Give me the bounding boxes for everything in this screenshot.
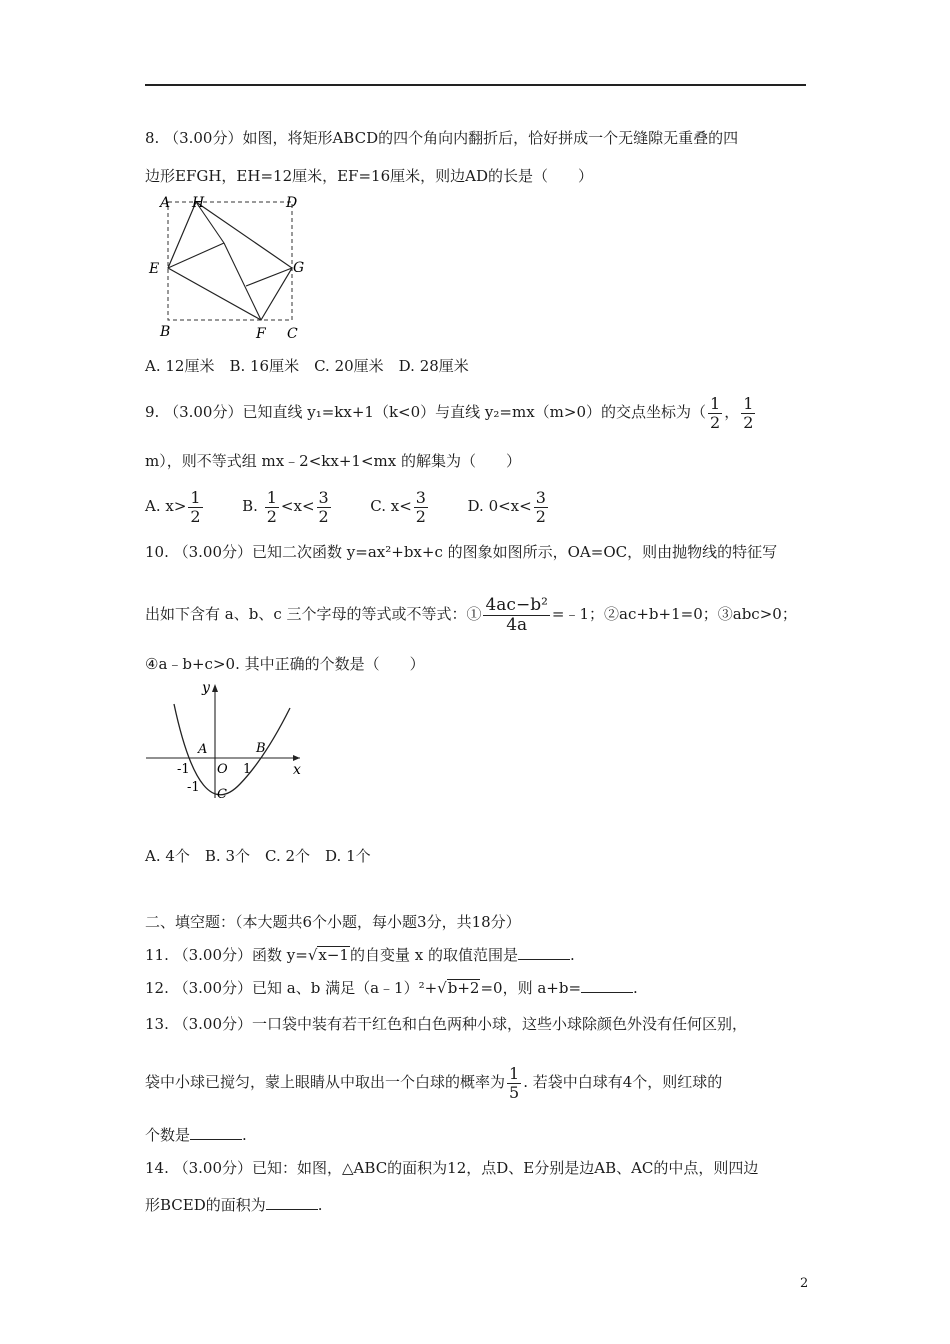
sqrt-icon: √ bbox=[437, 979, 447, 997]
q13-line1: 13. （3.00分）一口袋中装有若干红色和白色两种小球，这些小球除颜色外没有任何区别， bbox=[145, 1015, 748, 1033]
q13-line2: 袋中小球已搅匀，蒙上眼睛从中取出一个白球的概率为 $\frac{1}{5}$ . 若袋中白球有4个，则红球的 bbox=[145, 1063, 723, 1102]
q14-answer-blank[interactable] bbox=[266, 1195, 318, 1210]
q12: 12. （3.00分）已知 a、b 满足（a﹣1）²+√b+2=0，则 a+b= . bbox=[145, 979, 638, 997]
q12-answer-blank[interactable] bbox=[581, 978, 633, 993]
q9-optA-frac: $\frac{1}{2}$ bbox=[190, 487, 201, 526]
q13-line3: 个数是 . bbox=[145, 1126, 247, 1144]
label-E: E bbox=[149, 261, 160, 277]
q9-line2: m），则不等式组 mx﹣2<kx+1<mx 的解集为（ ） bbox=[145, 452, 521, 470]
q10-line3: ④a﹣b+c>0. 其中正确的个数是（ ） bbox=[145, 655, 425, 673]
q9-options: A. x> $\frac{1}{2}$ B. $\frac{1}{2}$ <x< $\frac{3}{2}$ C. x< $\frac{3}{2}$ D. 0<x< $\frac{3}{2}$ bbox=[145, 487, 546, 526]
point-label-C: C bbox=[217, 787, 227, 802]
q14-line2: 形BCED的面积为 . bbox=[145, 1196, 323, 1214]
page-number: 2 bbox=[800, 1276, 809, 1291]
q10-options: A. 4个 B. 3个 C. 2个 D. 1个 bbox=[145, 847, 371, 865]
label-G: G bbox=[293, 260, 305, 276]
q11-answer-blank[interactable] bbox=[518, 945, 570, 960]
sqrt-icon: √ bbox=[307, 946, 318, 964]
label-F: F bbox=[256, 326, 266, 342]
q9-frac1: $\frac{1}{2}$ bbox=[710, 393, 721, 432]
q8-options: A. 12厘米 B. 16厘米 C. 20厘米 D. 28厘米 bbox=[145, 357, 469, 375]
label-B: B bbox=[160, 324, 171, 340]
q9-line1-text: 9. （3.00分）已知直线 y₁=kx+1（k<0）与直线 y₂=mx（m>0）的交点坐标为（ bbox=[145, 403, 707, 421]
q11: 11. （3.00分）函数 y=√x−1的自变量 x 的取值范围是 . bbox=[145, 946, 575, 964]
label-A: A bbox=[160, 195, 171, 211]
q8-line1: 8. （3.00分）如图，将矩形ABCD的四个角向内翻折后，恰好拼成一个无缝隙无重叠的四 bbox=[145, 129, 739, 147]
tick-1-x: 1 bbox=[243, 762, 252, 777]
q13-prob-frac: $\frac{1}{5}$ bbox=[509, 1063, 520, 1102]
quad-efgh bbox=[168, 202, 292, 320]
q13-answer-blank[interactable] bbox=[190, 1125, 242, 1140]
point-label-A: A bbox=[198, 742, 208, 757]
q10-line1: 10. （3.00分）已知二次函数 y=ax²+bx+c 的图象如图所示，OA=OC，则由抛物线的特征写 bbox=[145, 543, 778, 561]
axis-label-y: y bbox=[202, 680, 210, 696]
q10-vertex-frac: $\frac{\text{4ac−b²}}{4a}$ bbox=[485, 594, 548, 635]
tick-neg1-y: -1 bbox=[187, 780, 200, 795]
q8-line2: 边形EFGH，EH=12厘米，EF=16厘米，则边AD的长是（ ） bbox=[145, 167, 593, 185]
q10-line2: 出如下含有 a、b、c 三个字母的等式或不等式：① $\frac{\text{4ac−b²}}{4a}$ =﹣1；②ac+b+1=0；③abc>0； bbox=[145, 594, 797, 635]
label-C: C bbox=[287, 326, 298, 342]
q14-line1: 14. （3.00分）已知：如图，△ABC的面积为12，点D、E分别是边AB、AC的中点，则四边 bbox=[145, 1159, 759, 1177]
origin-label: O bbox=[217, 762, 228, 777]
section2-title: 二、填空题：（本大题共6个小题，每小题3分，共18分） bbox=[145, 913, 521, 931]
q9-frac2: $\frac{1}{2}$ bbox=[743, 393, 754, 432]
label-D: D bbox=[286, 195, 298, 211]
axis-label-x: x bbox=[293, 762, 301, 778]
tick-neg1-x: -1 bbox=[177, 762, 190, 777]
q8-rectangle-figure bbox=[140, 190, 320, 345]
q9-line1: 9. （3.00分）已知直线 y₁=kx+1（k<0）与直线 y₂=mx（m>0）的交点坐标为（ $\frac{1}{2}$ ， $\frac{1}{2}$ bbox=[145, 393, 754, 432]
q10-parabola-figure bbox=[140, 680, 310, 805]
label-H: H bbox=[192, 195, 205, 211]
point-label-B: B bbox=[256, 741, 266, 756]
header-rule bbox=[145, 84, 806, 86]
